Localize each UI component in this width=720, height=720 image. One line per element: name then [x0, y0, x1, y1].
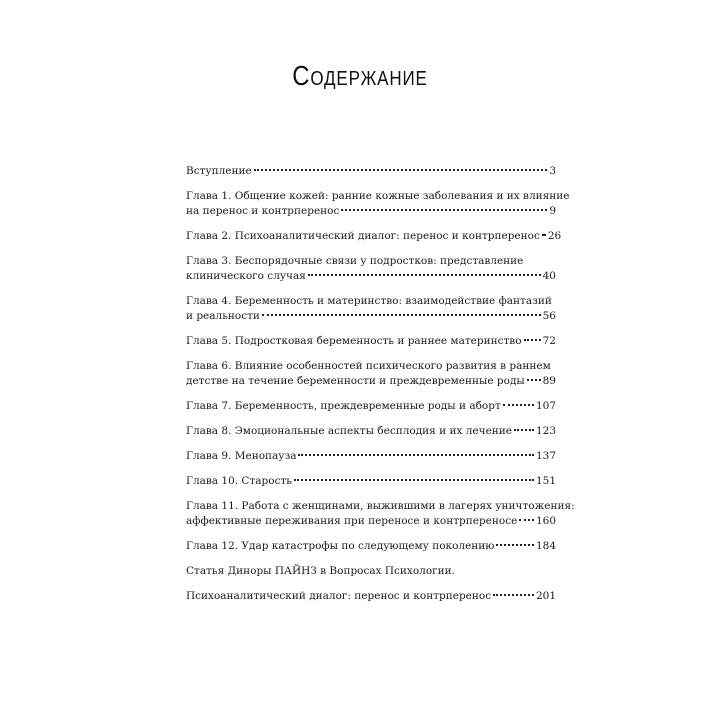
toc-line	[186, 309, 556, 324]
toc-entry	[186, 449, 556, 464]
toc-page-number: 201	[535, 590, 556, 602]
toc-line	[186, 254, 556, 269]
toc-page-number: 3	[549, 165, 556, 177]
toc-entry	[186, 294, 556, 324]
dot-leader	[519, 519, 534, 521]
toc-entry-text: Глава 2. Психоаналитический диалог: перенос и контрперенос	[186, 230, 540, 242]
dot-leader	[308, 274, 541, 276]
toc-entry-text: Глава 5. Подростковая беременность и раннее материнство	[186, 335, 522, 347]
toc-entry	[186, 359, 556, 389]
toc-line	[186, 334, 556, 349]
table-of-contents	[186, 164, 575, 614]
toc-page-number: 107	[535, 400, 556, 412]
toc-entry-text: Глава 9. Менопауза	[186, 450, 297, 462]
toc-line	[186, 424, 556, 439]
toc-entry-text: Глава 10. Старость	[186, 475, 292, 487]
toc-line	[186, 204, 556, 219]
toc-page-number: 123	[535, 425, 556, 437]
toc-entry-text: детстве на течение беременности и преждевременные роды	[186, 375, 525, 387]
toc-entry-text: Вступление	[186, 165, 252, 177]
toc-line	[186, 449, 556, 464]
toc-entry	[186, 539, 556, 554]
toc-line	[186, 564, 556, 579]
toc-entry	[186, 254, 556, 284]
toc-line	[186, 374, 556, 389]
toc-line	[186, 514, 556, 529]
toc-entry-text: Глава 11. Работа с женщинами, выжившими в лагерях уничтожения:	[186, 500, 575, 512]
toc-entry	[186, 474, 556, 489]
toc-entry-text: и реальности	[186, 310, 260, 322]
toc-page-number: 40	[542, 270, 556, 282]
toc-entry-text: на перенос и контрперенос	[186, 205, 340, 217]
dot-leader	[514, 429, 534, 431]
toc-entry-text: клинического случая	[186, 270, 306, 282]
dot-leader	[496, 544, 534, 546]
toc-page-number: 184	[535, 540, 556, 552]
page-title: Содержание	[292, 60, 428, 91]
dot-leader	[298, 454, 533, 456]
toc-entry	[186, 499, 575, 529]
toc-line	[186, 164, 556, 179]
toc-entry-text: Глава 1. Общение кожей: ранние кожные заболевания и их влияние	[186, 190, 570, 202]
toc-entry	[186, 334, 556, 349]
toc-entry	[186, 189, 570, 219]
toc-entry	[186, 164, 556, 179]
toc-page-number: 9	[549, 205, 556, 217]
toc-line	[186, 399, 556, 414]
toc-entry-text: Психоаналитический диалог: перенос и контрперенос	[186, 590, 492, 602]
toc-entry	[186, 424, 556, 439]
toc-entry-text: Глава 3. Беспорядочные связи у подростков: представление	[186, 255, 524, 267]
toc-line	[186, 189, 570, 204]
toc-line	[186, 474, 556, 489]
toc-line	[186, 229, 562, 244]
dot-leader	[503, 404, 534, 406]
toc-entry	[186, 564, 556, 579]
dot-leader	[542, 234, 546, 236]
toc-entry-text: Глава 12. Удар катастрофы по следующему поколению	[186, 540, 495, 552]
dot-leader	[262, 314, 541, 316]
toc-page-number: 89	[542, 375, 556, 387]
dot-leader	[493, 594, 534, 596]
toc-page-number: 72	[542, 335, 556, 347]
toc-page-number: 56	[542, 310, 556, 322]
dot-leader	[254, 169, 548, 171]
toc-entry	[186, 399, 556, 414]
toc-entry-text: Статья Диноры ПАЙНЗ в Вопросах Психологии.	[186, 565, 455, 577]
toc-entry-text: Глава 7. Беременность, преждевременные роды и аборт	[186, 400, 501, 412]
toc-entry-text: Глава 8. Эмоциональные аспекты бесплодия и их лечение	[186, 425, 512, 437]
toc-line	[186, 539, 556, 554]
toc-page-number: 151	[535, 475, 556, 487]
dot-leader	[341, 209, 547, 211]
toc-entry	[186, 589, 556, 604]
toc-page-number: 137	[535, 450, 556, 462]
toc-entry	[186, 229, 562, 244]
toc-line	[186, 589, 556, 604]
dot-leader	[527, 379, 541, 381]
toc-entry-text: Глава 6. Влияние особенностей психического развития в раннем	[186, 360, 551, 372]
toc-page-number: 160	[535, 515, 556, 527]
toc-line	[186, 294, 556, 309]
toc-line	[186, 269, 556, 284]
dot-leader	[524, 339, 541, 341]
toc-page-number: 26	[547, 230, 562, 242]
toc-entry-text: аффективные переживания при переносе и контрпереносе	[186, 515, 518, 527]
toc-entry-text: Глава 4. Беременность и материнство: взаимодействие фантазий	[186, 295, 552, 307]
dot-leader	[294, 479, 534, 481]
toc-line	[186, 499, 575, 514]
toc-line	[186, 359, 556, 374]
